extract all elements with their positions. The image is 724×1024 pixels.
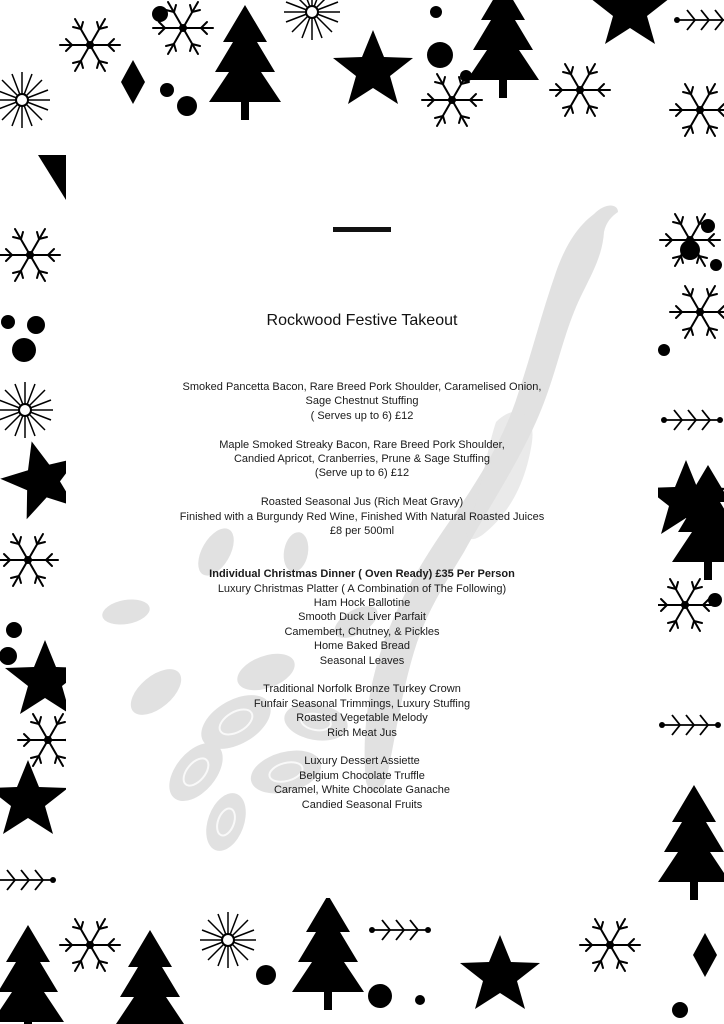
- christmas-tree-icon: [292, 895, 364, 1010]
- star-icon: [460, 935, 540, 1009]
- snowflake-icon: [0, 870, 56, 890]
- diamond-icon: [121, 60, 145, 104]
- menu-line: Rich Meat Jus: [327, 726, 397, 739]
- snowflake-icon: [580, 919, 640, 971]
- dot-icon: [680, 240, 700, 260]
- menu-line: Luxury Dessert Assiette: [304, 755, 420, 768]
- snowflake-icon: [659, 715, 721, 735]
- gravy-item: [66, 495, 658, 538]
- snowflake-icon: [661, 410, 723, 430]
- dot-icon: [177, 96, 197, 116]
- snowflake-icon: [60, 919, 120, 971]
- menu-line: Belgium Chocolate Truffle: [299, 769, 425, 782]
- stuffing-item-maple: [66, 438, 658, 481]
- snowflake-icon: [550, 64, 610, 116]
- snowflake-icon: [200, 912, 256, 968]
- snowflake-icon: [369, 920, 431, 940]
- snowflake-icon: [284, 0, 340, 40]
- dot-icon: [710, 259, 722, 271]
- menu-line: Traditional Norfolk Bronze Turkey Crown: [263, 683, 461, 696]
- star-icon: [333, 30, 413, 104]
- christmas-tree-icon: [114, 930, 186, 1024]
- dot-icon: [152, 6, 168, 22]
- christmas-tree-icon: [658, 785, 724, 900]
- christmas-tree-icon: [0, 925, 64, 1024]
- menu-line: Seasonal Leaves: [319, 654, 405, 667]
- menu-line: Maple Smoked Streaky Bacon, Rare Breed Pork Shoulder,: [219, 438, 505, 451]
- section-heading: Individual Christmas Dinner ( Oven Ready) £35 Per Person: [209, 568, 515, 581]
- snowflake-icon: [60, 19, 120, 71]
- dot-icon: [415, 995, 425, 1005]
- menu-line: Camembert, Chutney, & Pickles: [284, 625, 440, 638]
- page-title: Rockwood Festive Takeout: [266, 312, 458, 329]
- snowflake-icon: [422, 74, 482, 126]
- dot-icon: [701, 219, 715, 233]
- menu-line: Home Baked Bread: [314, 640, 410, 653]
- star-icon: [0, 760, 68, 834]
- diamond-icon: [693, 933, 717, 977]
- snowflake-icon: [674, 10, 724, 30]
- menu-line: Ham Hock Ballotine: [313, 597, 411, 610]
- dot-icon: [427, 42, 453, 68]
- dot-icon: [6, 622, 22, 638]
- dot-icon: [368, 984, 392, 1008]
- title-divider: [333, 227, 391, 232]
- menu-line: Smoked Pancetta Bacon, Rare Breed Pork Shoulder, Caramelised Onion,: [182, 381, 542, 393]
- menu-price: £8 per 500ml: [329, 525, 395, 538]
- menu-line: Roasted Seasonal Jus (Rich Meat Gravy): [260, 496, 464, 509]
- menu-line: Luxury Christmas Platter ( A Combination of The Following): [217, 582, 507, 595]
- snowflake-icon: [0, 382, 53, 438]
- dot-icon: [430, 6, 442, 18]
- dot-icon: [672, 1002, 688, 1018]
- menu-line: Candied Seasonal Fruits: [301, 798, 423, 811]
- dessert-section: [66, 754, 658, 812]
- menu-line: Roasted Vegetable Melody: [296, 712, 428, 725]
- dot-icon: [256, 965, 276, 985]
- christmas-dinner-section: [66, 567, 658, 668]
- dot-icon: [658, 344, 670, 356]
- christmas-tree-icon: [209, 5, 281, 120]
- star-icon: [38, 155, 66, 200]
- menu-price: ( Serves up to 6) £12: [310, 409, 414, 422]
- star-icon: [590, 0, 670, 44]
- dot-icon: [0, 647, 17, 665]
- snowflake-icon: [670, 84, 724, 136]
- menu-line: Caramel, White Chocolate Ganache: [273, 784, 451, 797]
- stuffing-item-pancetta: [66, 380, 658, 423]
- menu-line: Funfair Seasonal Trimmings, Luxury Stuffing: [253, 697, 471, 710]
- menu-line: Candied Apricot, Cranberries, Prune & Sage Stuffing: [233, 453, 490, 466]
- menu-line: Smooth Duck Liver Parfait: [298, 611, 426, 624]
- christmas-tree-icon: [467, 0, 539, 98]
- snowflake-icon: [670, 286, 724, 338]
- menu-line: Sage Chestnut Stuffing: [305, 395, 419, 408]
- dot-icon: [27, 316, 45, 334]
- dot-icon: [160, 83, 174, 97]
- dot-icon: [708, 593, 722, 607]
- dot-icon: [1, 315, 15, 329]
- menu-line: Finished with a Burgundy Red Wine, Finished With Natural Roasted Juices: [179, 510, 545, 523]
- snowflake-icon: [0, 229, 60, 281]
- menu-content: [66, 380, 658, 812]
- menu-price: (Serve up to 6) £12: [314, 467, 410, 480]
- snowflake-icon: [655, 579, 715, 631]
- snowflake-icon: [0, 72, 50, 128]
- dot-icon: [12, 338, 36, 362]
- main-course-section: [66, 682, 658, 740]
- snowflake-icon: [0, 534, 58, 586]
